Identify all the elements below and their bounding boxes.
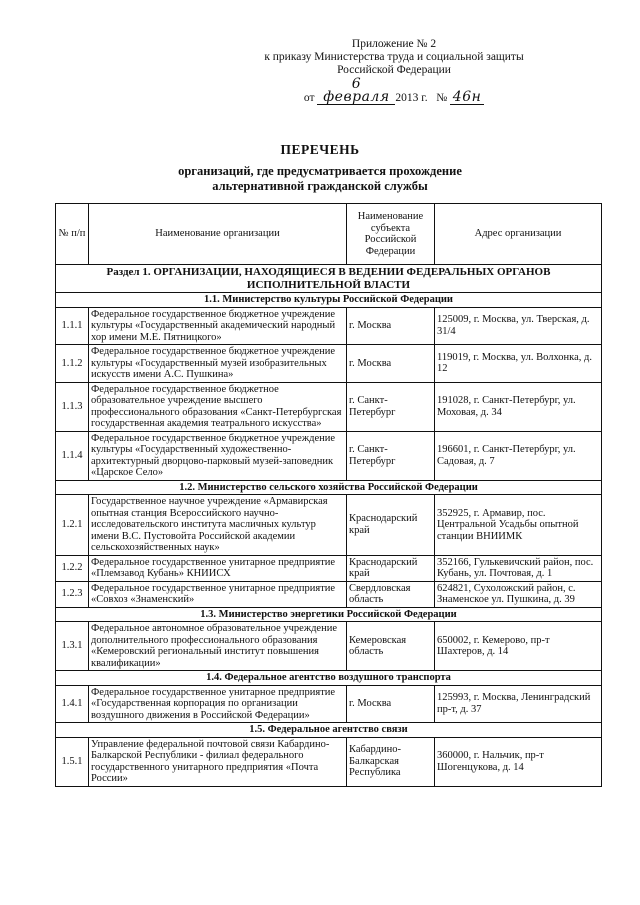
organization-address: 119019, г. Москва, ул. Волхонка, д. 12 xyxy=(435,345,602,383)
handwritten-number: 46н xyxy=(450,91,484,105)
table-row xyxy=(56,555,602,581)
table-row xyxy=(56,431,602,480)
organization-address: 125993, г. Москва, Ленинградский пр-т, д. 37 xyxy=(435,685,602,723)
table-row xyxy=(56,737,602,786)
organization-name: Федеральное государственное унитарное предприятие «Государственная корпорация по организации воздушного движения в Российской Федерации» xyxy=(89,685,347,723)
group-row xyxy=(56,723,602,738)
organization-name: Федеральное автономное образовательное учреждение дополнительного профессионального образования «Кемеровский региональный институт повышения квалификации» xyxy=(89,622,347,671)
region-name: Свердловская область xyxy=(347,581,435,607)
organization-address: 624821, Сухоложский район, с. Знаменское ул. Пушкина, д. 39 xyxy=(435,581,602,607)
organization-name: Государственное научное учреждение «Армавирская опытная станция Всероссийского научно-исследовательского института масличных культур имени В.С. Пустовойта Российской академии сельскохозяйственных наук» xyxy=(89,495,347,556)
group-row xyxy=(56,671,602,686)
organization-address: 191028, г. Санкт-Петербург, ул. Моховая, д. 34 xyxy=(435,382,602,431)
row-number: 1.5.1 xyxy=(56,737,89,786)
row-number: 1.1.4 xyxy=(56,431,89,480)
organization-address: 196601, г. Санкт-Петербург, ул. Садовая, д. 7 xyxy=(435,431,602,480)
appendix-header xyxy=(244,38,544,105)
organization-name: Федеральное государственное бюджетное учреждение культуры «Государственный художественно-архитектурный дворцово-парковый музей-заповедник «Царское Село» xyxy=(89,431,347,480)
organization-name: Федеральное государственное унитарное предприятие «Совхоз «Знаменский» xyxy=(89,581,347,607)
column-header-subject: Наименование субъекта Российской Федерации xyxy=(347,204,435,265)
document-subtitle-line-2: альтернативной гражданской службы xyxy=(212,179,428,193)
appendix-date-line xyxy=(244,78,544,105)
group-title: 1.5. Федеральное агентство связи xyxy=(56,723,602,738)
group-row xyxy=(56,293,602,308)
row-number: 1.1.1 xyxy=(56,307,89,345)
number-label: № xyxy=(436,92,448,104)
row-number: 1.1.3 xyxy=(56,382,89,431)
organization-name: Федеральное государственное бюджетное учреждение культуры «Государственный музей изобразительных искусств имени А.С. Пушкина» xyxy=(89,345,347,383)
organization-address: 360000, г. Нальчик, пр-т Шогенцукова, д. 14 xyxy=(435,737,602,786)
table-row xyxy=(56,307,602,345)
organization-address: 352925, г. Армавир, пос. Центральной Усадьбы опытной станции ВНИИМК xyxy=(435,495,602,556)
handwritten-date: 6 февраля xyxy=(317,78,395,105)
row-number: 1.2.2 xyxy=(56,555,89,581)
organization-name: Федеральное государственное унитарное предприятие «Племзавод Кубань» КНИИСХ xyxy=(89,555,347,581)
region-name: Краснодарский край xyxy=(347,495,435,556)
column-header-address: Адрес организации xyxy=(435,204,602,265)
document-subtitle-line-1: организаций, где предусматривается прохождение xyxy=(178,164,462,178)
appendix-order-line: к приказу Министерства труда и социальной защиты xyxy=(264,51,524,63)
region-name: Краснодарский край xyxy=(347,555,435,581)
organization-address: 650002, г. Кемерово, пр-т Шахтеров, д. 14 xyxy=(435,622,602,671)
row-number: 1.3.1 xyxy=(56,622,89,671)
row-number: 1.2.3 xyxy=(56,581,89,607)
table-row xyxy=(56,345,602,383)
organizations-table xyxy=(55,203,602,787)
group-row xyxy=(56,607,602,622)
row-number: 1.4.1 xyxy=(56,685,89,723)
table-row xyxy=(56,685,602,723)
date-prefix: от xyxy=(303,92,315,104)
appendix-title: Приложение № 2 xyxy=(351,38,437,50)
table-body xyxy=(56,265,602,787)
region-name: г. Санкт-Петербург xyxy=(347,382,435,431)
group-title: 1.2. Министерство сельского хозяйства Российской Федерации xyxy=(56,480,602,495)
organization-name: Управление федеральной почтовой связи Кабардино-Балкарской Республики - филиал федерального государственного унитарного предприятия «Почта России» xyxy=(89,737,347,786)
column-header-number: № п/п xyxy=(56,204,89,265)
organization-name: Федеральное государственное бюджетное учреждение культуры «Государственный академический народный хор имени М.Е. Пятницкого» xyxy=(89,307,347,345)
region-name: Кемеровская область xyxy=(347,622,435,671)
organization-address: 352166, Гулькевичский район, пос. Кубань, ул. Почтовая, д. 1 xyxy=(435,555,602,581)
section-title: Раздел 1. ОРГАНИЗАЦИИ, НАХОДЯЩИЕСЯ В ВЕДЕНИИ ФЕДЕРАЛЬНЫХ ОРГАНОВ ИСПОЛНИТЕЛЬНОЙ ВЛАСТИ xyxy=(56,265,602,293)
document-title: ПЕРЕЧЕНЬ xyxy=(280,142,360,157)
region-name: Кабардино-Балкарская Республика xyxy=(347,737,435,786)
table-row xyxy=(56,622,602,671)
section-row xyxy=(56,265,602,293)
document-title-block xyxy=(0,142,640,194)
organization-name: Федеральное государственное бюджетное образовательное учреждение высшего профессионального образования «Санкт-Петербургская государственная академия театрального искусства» xyxy=(89,382,347,431)
group-title: 1.3. Министерство энергетики Российской Федерации xyxy=(56,607,602,622)
column-header-organization: Наименование организации xyxy=(89,204,347,265)
row-number: 1.2.1 xyxy=(56,495,89,556)
region-name: г. Москва xyxy=(347,307,435,345)
year-text: 2013 г. xyxy=(395,92,428,104)
group-title: 1.4. Федеральное агентство воздушного транспорта xyxy=(56,671,602,686)
region-name: г. Москва xyxy=(347,685,435,723)
group-row xyxy=(56,480,602,495)
table-row xyxy=(56,495,602,556)
region-name: г. Санкт-Петербург xyxy=(347,431,435,480)
group-title: 1.1. Министерство культуры Российской Федерации xyxy=(56,293,602,308)
row-number: 1.1.2 xyxy=(56,345,89,383)
table-row xyxy=(56,581,602,607)
region-name: г. Москва xyxy=(347,345,435,383)
appendix-ministry-line: Российской Федерации xyxy=(337,64,451,76)
table-header-row xyxy=(56,204,602,265)
organization-address: 125009, г. Москва, ул. Тверская, д. 31/4 xyxy=(435,307,602,345)
table-row xyxy=(56,382,602,431)
